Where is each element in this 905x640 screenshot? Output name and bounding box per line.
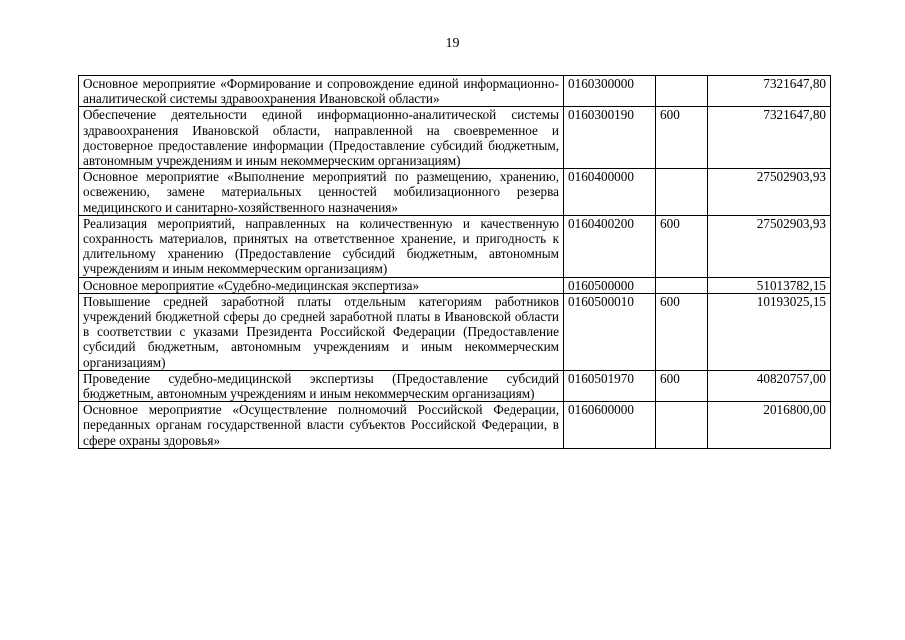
- row-name: Реализация мероприятий, направленных на количественную и качественную сохранность материалов, принятых на ответственное хранение, и пригодность к длительному хранению (Предоставление субсидий бюджетным, автономным учреждениям и иным некоммерческим организациям): [79, 215, 564, 277]
- row-amount: 7321647,80: [708, 107, 831, 169]
- row-expense-type: [656, 76, 708, 107]
- row-name: Повышение средней заработной платы отдельным категориям работников учреждений бюджетной сферы до средней заработной платы в Ивановской области в соответствии с указами Президента Российской Федерации (Предоставление субсидий бюджетным, автономным учреждениям и иным некоммерческим организациям): [79, 293, 564, 370]
- table-row: [79, 277, 831, 293]
- row-name: Основное мероприятие «Судебно-медицинская экспертиза»: [79, 277, 564, 293]
- row-code: 0160400000: [564, 169, 656, 216]
- row-code: 0160600000: [564, 402, 656, 449]
- table-row: [79, 402, 831, 449]
- row-amount: 40820757,00: [708, 370, 831, 401]
- row-name: Основное мероприятие «Формирование и сопровождение единой информационно-аналитической системы здравоохранения Ивановской области»: [79, 76, 564, 107]
- row-amount: 27502903,93: [708, 215, 831, 277]
- table-row: [79, 215, 831, 277]
- row-expense-type: 600: [656, 215, 708, 277]
- row-expense-type: 600: [656, 107, 708, 169]
- table-row: [79, 370, 831, 401]
- row-expense-type: 600: [656, 370, 708, 401]
- row-expense-type: [656, 402, 708, 449]
- row-expense-type: [656, 277, 708, 293]
- table-row: [79, 107, 831, 169]
- row-amount: 2016800,00: [708, 402, 831, 449]
- table-row: [79, 293, 831, 370]
- row-code: 0160300000: [564, 76, 656, 107]
- row-name: Основное мероприятие «Осуществление полномочий Российской Федерации, переданных органам государственной власти субъектов Российской Федерации, в сфере охраны здоровья»: [79, 402, 564, 449]
- row-amount: 27502903,93: [708, 169, 831, 216]
- row-amount: 51013782,15: [708, 277, 831, 293]
- row-code: 0160300190: [564, 107, 656, 169]
- row-expense-type: 600: [656, 293, 708, 370]
- row-name: Обеспечение деятельности единой информационно-аналитической системы здравоохранения Ивановской области, направленной на своевременное и достоверное предоставление информации (Предоставление субсидий бюджетным, автономным учреждениям и иным некоммерческим организациям): [79, 107, 564, 169]
- page-number: 19: [445, 36, 460, 51]
- table-row: [79, 76, 831, 107]
- row-name: Основное мероприятие «Выполнение мероприятий по размещению, хранению, освежению, замене материальных ценностей мобилизационного резерва медицинского и санитарно-хозяйственного назначения»: [79, 169, 564, 216]
- budget-table: [78, 75, 831, 449]
- row-code: 0160500010: [564, 293, 656, 370]
- table-row: [79, 169, 831, 216]
- row-code: 0160400200: [564, 215, 656, 277]
- row-amount: 7321647,80: [708, 76, 831, 107]
- row-code: 0160501970: [564, 370, 656, 401]
- row-expense-type: [656, 169, 708, 216]
- row-name: Проведение судебно-медицинской экспертизы (Предоставление субсидий бюджетным, автономным учреждениям и иным некоммерческим организациям): [79, 370, 564, 401]
- row-code: 0160500000: [564, 277, 656, 293]
- row-amount: 10193025,15: [708, 293, 831, 370]
